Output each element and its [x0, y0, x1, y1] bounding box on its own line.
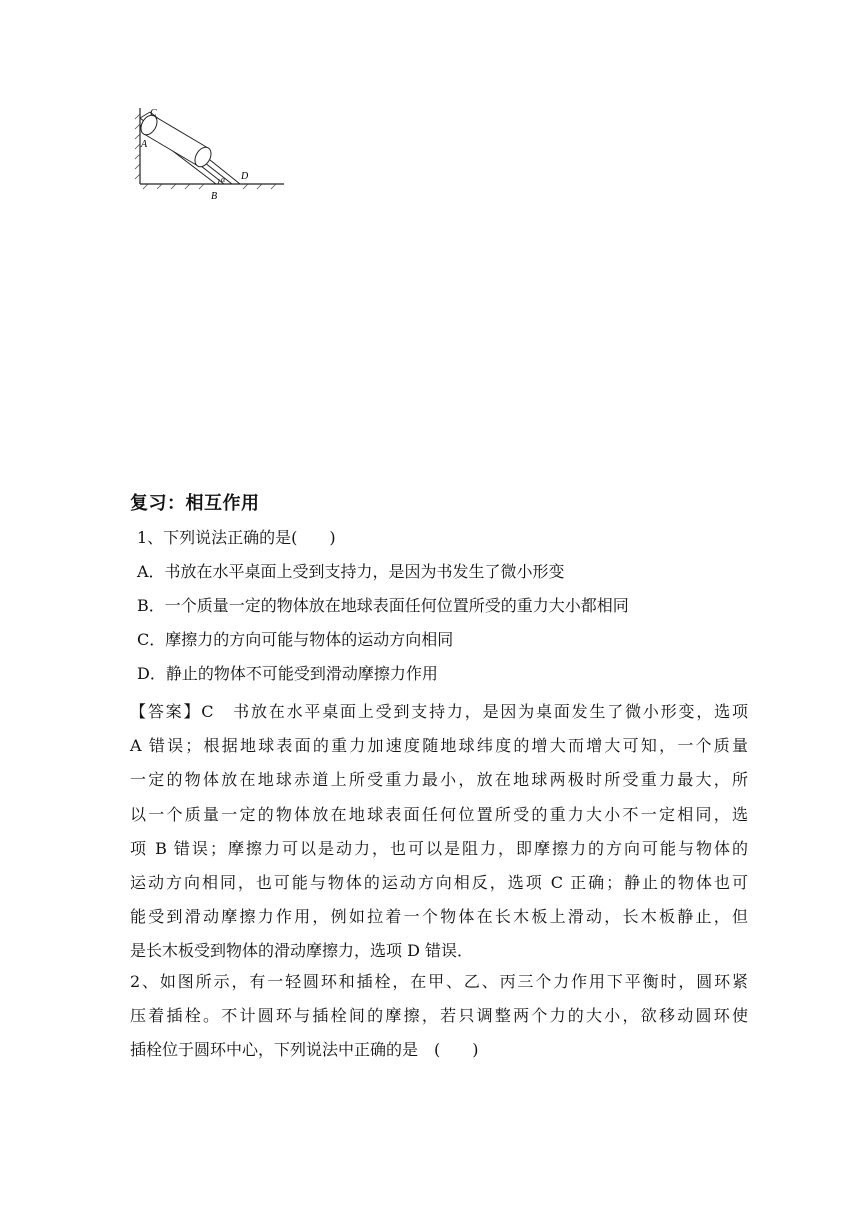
answer-line: 运动方向相同，也可能与物体的运动方向相反，选项 C 正确；静止的物体也可: [130, 873, 748, 893]
answer-line: A 错误；根据地球表面的重力加速度随地球纬度的增大而增大可知，一个质量: [130, 736, 748, 756]
answer-line: 以一个质量一定的物体放在地球表面任何位置所受的重力大小不一定相同，选: [130, 804, 748, 824]
label-d: D: [241, 171, 249, 182]
answer-line: 能受到滑动摩擦力作用，例如拉着一个物体在长木板上滑动，长木板静止，但: [130, 907, 748, 927]
question-1-answer: [130, 695, 748, 969]
answer-line: 是长木板受到物体的滑动摩擦力，选项 D 错误．: [130, 941, 474, 961]
question-1-option-d: D．静止的物体不可能受到滑动摩擦力作用: [137, 664, 438, 683]
question-2: [130, 965, 748, 1068]
question-2-line: 压着插栓。不计圆环与插栓间的摩擦，若只调整两个力的大小，欲移动圆环使: [130, 1006, 748, 1026]
question-1-option-b: B．一个质量一定的物体放在地球表面任何位置所受的重力大小都相同: [137, 596, 629, 615]
answer-line: 【答案】C 书放在水平桌面上受到支持力，是因为桌面发生了微小形变，选项: [130, 702, 748, 721]
question-1-option-a: A．书放在水平桌面上受到支持力，是因为书发生了微小形变: [137, 562, 565, 581]
section-title: 复习：相互作用: [130, 493, 260, 514]
question-1-stem: 1、下列说法正确的是( ): [137, 528, 336, 547]
incline-figure: [128, 100, 288, 204]
label-b: B: [211, 191, 218, 202]
label-alpha: α: [221, 175, 226, 184]
question-2-line: 插栓位于圆环中心，下列说法中正确的是 ( ): [130, 1040, 479, 1060]
label-a: A: [141, 139, 148, 150]
answer-line: 项 B 错误；摩擦力可以是动力，也可以是阻力，即摩擦力的方向可能与物体的: [130, 838, 748, 858]
label-c: C: [150, 108, 157, 119]
question-1-option-c: C．摩擦力的方向可能与物体的运动方向相同: [137, 630, 454, 649]
question-2-line: 2、如图所示，有一轻圆环和插栓，在甲、乙、丙三个力作用下平衡时，圆环紧: [130, 972, 748, 991]
incline-diagram: [128, 100, 288, 204]
answer-line: 一定的物体放在地球赤道上所受重力最小，放在地球两极时所受重力最大，所: [130, 770, 748, 790]
